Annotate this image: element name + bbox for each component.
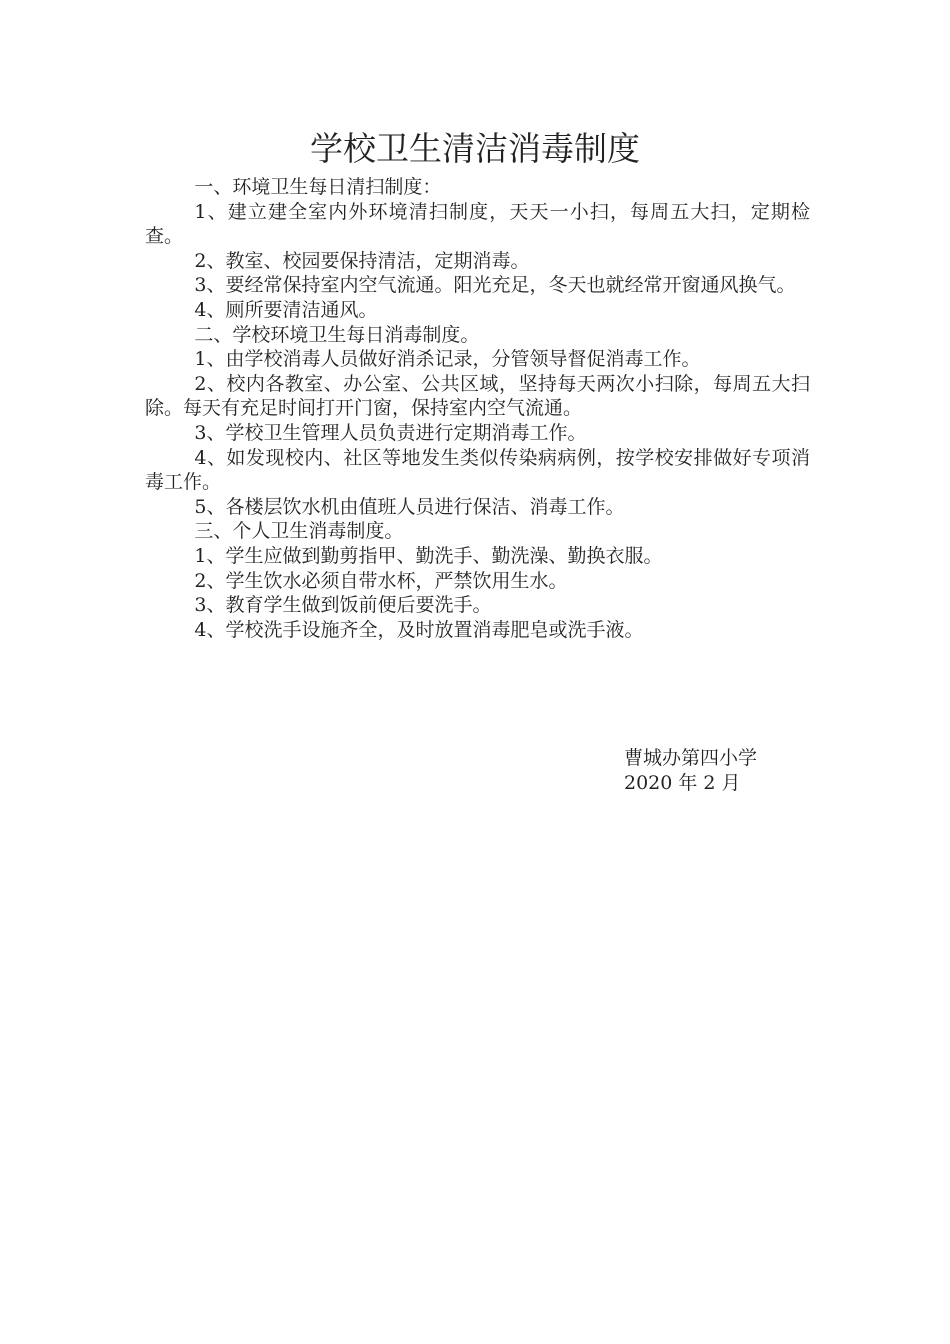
- paragraph: 4、厕所要清洁通风。: [194, 298, 378, 321]
- signature-date: 2020 年 2 月: [624, 772, 741, 794]
- paragraph: 2、学生饮水必须自带水杯，严禁饮用生水。: [194, 569, 568, 592]
- paragraph: 3、教育学生做到饭前便后要洗手。: [194, 594, 492, 617]
- signature-block: [624, 746, 757, 796]
- document-title: 学校卫生清洁消毒制度: [310, 129, 640, 168]
- paragraph: 二、学校环境卫生每日消毒制度。: [194, 323, 480, 346]
- signature-organization: 曹城办第四小学: [624, 747, 758, 769]
- paragraph: 2、校内各教室、办公室、公共区域，坚持每天两次小扫除，每周五大扫除。每天有充足时间打开门窗，保持室内空气流通。: [145, 372, 810, 420]
- paragraph: 1、建立建全室内外环境清扫制度，天天一小扫，每周五大扫，定期检查。: [145, 200, 810, 248]
- paragraph: 三、个人卫生消毒制度。: [194, 520, 404, 543]
- paragraph: 一、环境卫生每日清扫制度：: [194, 176, 442, 198]
- document-body: [145, 175, 810, 642]
- paragraph: 4、学校洗手设施齐全，及时放置消毒肥皂或洗手液。: [194, 618, 644, 641]
- paragraph: 3、要经常保持室内空气流通。阳光充足，冬天也就经常开窗通风换气。: [194, 274, 796, 297]
- paragraph: 2、教室、校园要保持清洁，定期消毒。: [194, 249, 530, 272]
- paragraph: 5、各楼层饮水机由值班人员进行保洁、消毒工作。: [194, 495, 625, 518]
- paragraph: 1、学生应做到勤剪指甲、勤洗手、勤洗澡、勤换衣服。: [194, 544, 663, 567]
- paragraph: 3、学校卫生管理人员负责进行定期消毒工作。: [194, 421, 587, 444]
- paragraph: 1、由学校消毒人员做好消杀记录，分管领导督促消毒工作。: [194, 348, 701, 371]
- paragraph: 4、如发现校内、社区等地发生类似传染病病例，按学校安排做好专项消毒工作。: [145, 446, 810, 494]
